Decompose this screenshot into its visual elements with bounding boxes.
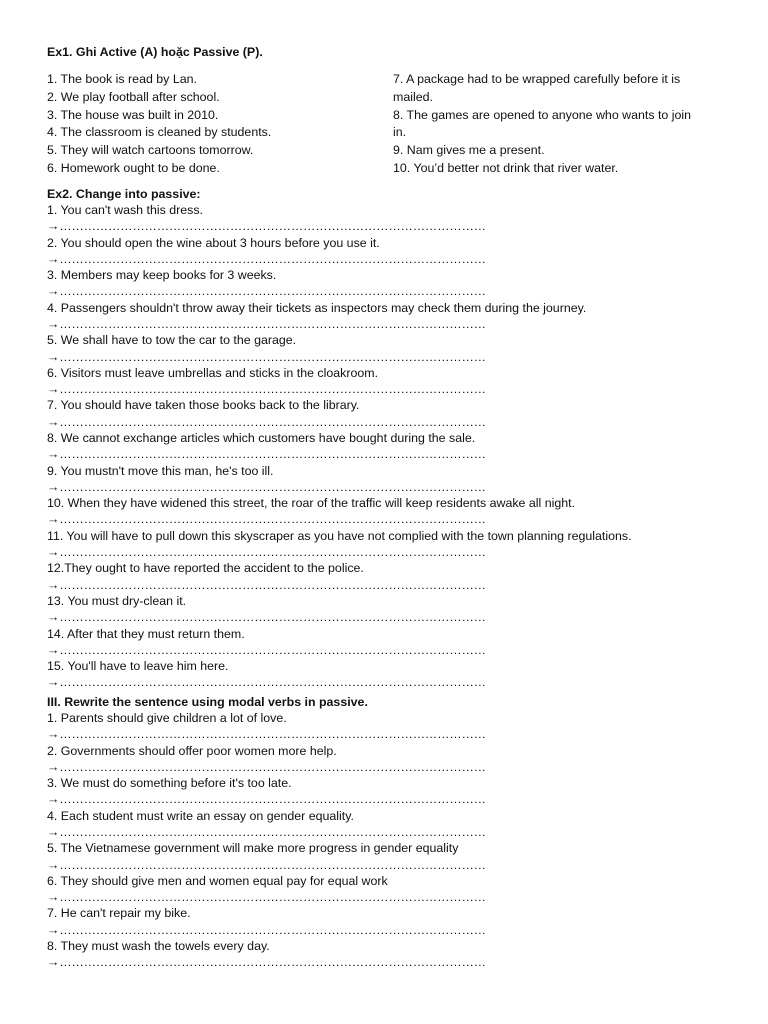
question: 1. Parents should give children a lot of love. [47, 711, 287, 725]
answer-line[interactable]: →…………………………………………………………………………………………… [47, 284, 486, 299]
question: 15. You'll have to leave him here. [47, 659, 229, 674]
ex1-item-continuation: mailed. [393, 89, 433, 104]
question: 10. When they have widened this street, the roar of the traffic will keep residents awake all night. [47, 496, 576, 511]
question: 7. He can't repair my bike. [47, 906, 191, 921]
answer-line[interactable]: →…………………………………………………………………………………………… [47, 349, 486, 364]
answer-line[interactable]: →…………………………………………………………………………………………… [47, 414, 486, 429]
answer-line[interactable]: →…………………………………………………………………………………………… [47, 382, 486, 397]
answer-line[interactable]: →…………………………………………………………………………………………… [47, 857, 486, 872]
answer-line[interactable]: →…………………………………………………………………………………………… [47, 792, 486, 807]
question: 3. Members may keep books for 3 weeks. [47, 268, 277, 283]
answer-line[interactable]: →…………………………………………………………………………………………… [47, 479, 486, 494]
answer-line[interactable]: →…………………………………………………………………………………………… [47, 610, 486, 625]
ex1-right-column [393, 71, 723, 178]
question: 1. You can't wash this dress. [47, 203, 203, 217]
ex1-left-column [47, 71, 377, 178]
answer-line[interactable]: →…………………………………………………………………………………………… [47, 675, 486, 690]
question: 3. We must do something before it's too late. [47, 776, 292, 791]
answer-line[interactable]: →…………………………………………………………………………………………… [47, 219, 486, 234]
ex2-section [47, 186, 737, 691]
question: 6. Visitors must leave umbrellas and sticks in the cloakroom. [47, 365, 379, 380]
question: 2. Governments should offer poor women more help. [47, 743, 337, 758]
question: 2. You should open the wine about 3 hours before you use it. [47, 235, 380, 250]
ex1-item: 4. The classroom is cleaned by students. [47, 125, 272, 140]
ex1-title: Ex1. Ghi Active (A) hoặc Passive (P). [47, 45, 263, 59]
question: 14. After that they must return them. [47, 626, 245, 641]
question: 4. Each student must write an essay on gender equality. [47, 808, 354, 823]
answer-line[interactable]: →…………………………………………………………………………………………… [47, 890, 486, 905]
ex1-item: 9. Nam gives me a present. [393, 143, 545, 158]
question: 5. We shall have to tow the car to the garage. [47, 333, 297, 348]
answer-line[interactable]: →…………………………………………………………………………………………… [47, 955, 486, 970]
question: 8. We cannot exchange articles which customers have bought during the sale. [47, 431, 476, 446]
answer-line[interactable]: →…………………………………………………………………………………………… [47, 727, 486, 742]
answer-line[interactable]: →…………………………………………………………………………………………… [47, 251, 486, 266]
question: 6. They should give men and women equal pay for equal work [47, 873, 388, 888]
answer-line[interactable]: →…………………………………………………………………………………………… [47, 447, 486, 462]
ex1-item: 2. We play football after school. [47, 89, 220, 104]
question: 4. Passengers shouldn't throw away their tickets as inspectors may check them during the journey. [47, 300, 587, 315]
question: 9. You mustn't move this man, he's too ill. [47, 463, 274, 478]
ex3-section [47, 694, 737, 971]
question: 12.They ought to have reported the accident to the police. [47, 561, 364, 576]
answer-line[interactable]: →…………………………………………………………………………………………… [47, 577, 486, 592]
answer-line[interactable]: →…………………………………………………………………………………………… [47, 759, 486, 774]
answer-line[interactable]: →…………………………………………………………………………………………… [47, 642, 486, 657]
ex1-item: 7. A package had to be wrapped carefully before it is [393, 72, 681, 86]
ex1-item: 6. Homework ought to be done. [47, 160, 220, 175]
answer-line[interactable]: →…………………………………………………………………………………………… [47, 316, 486, 331]
answer-line[interactable]: →…………………………………………………………………………………………… [47, 824, 486, 839]
question: 5. The Vietnamese government will make more progress in gender equality [47, 841, 459, 856]
ex1-item: 1. The book is read by Lan. [47, 72, 197, 86]
ex1-item: 8. The games are opened to anyone who wants to join [393, 107, 692, 122]
question: 13. You must dry-clean it. [47, 593, 187, 608]
question: 7. You should have taken those books back to the library. [47, 398, 360, 413]
ex2-title: Ex2. Change into passive: [47, 187, 201, 201]
ex1-item: 3. The house was built in 2010. [47, 107, 219, 122]
answer-line[interactable]: →…………………………………………………………………………………………… [47, 512, 486, 527]
answer-line[interactable]: →…………………………………………………………………………………………… [47, 922, 486, 937]
ex3-title: III. Rewrite the sentence using modal verbs in passive. [47, 695, 368, 709]
ex1-item: 10. You’d better not drink that river water. [393, 160, 619, 175]
question: 8. They must wash the towels every day. [47, 939, 270, 954]
answer-line[interactable]: →…………………………………………………………………………………………… [47, 544, 486, 559]
ex1-item: 5. They will watch cartoons tomorrow. [47, 143, 254, 158]
question: 11. You will have to pull down this skyscraper as you have not complied with the town planning regulations. [47, 528, 632, 543]
ex1-item-continuation: in. [393, 125, 407, 140]
